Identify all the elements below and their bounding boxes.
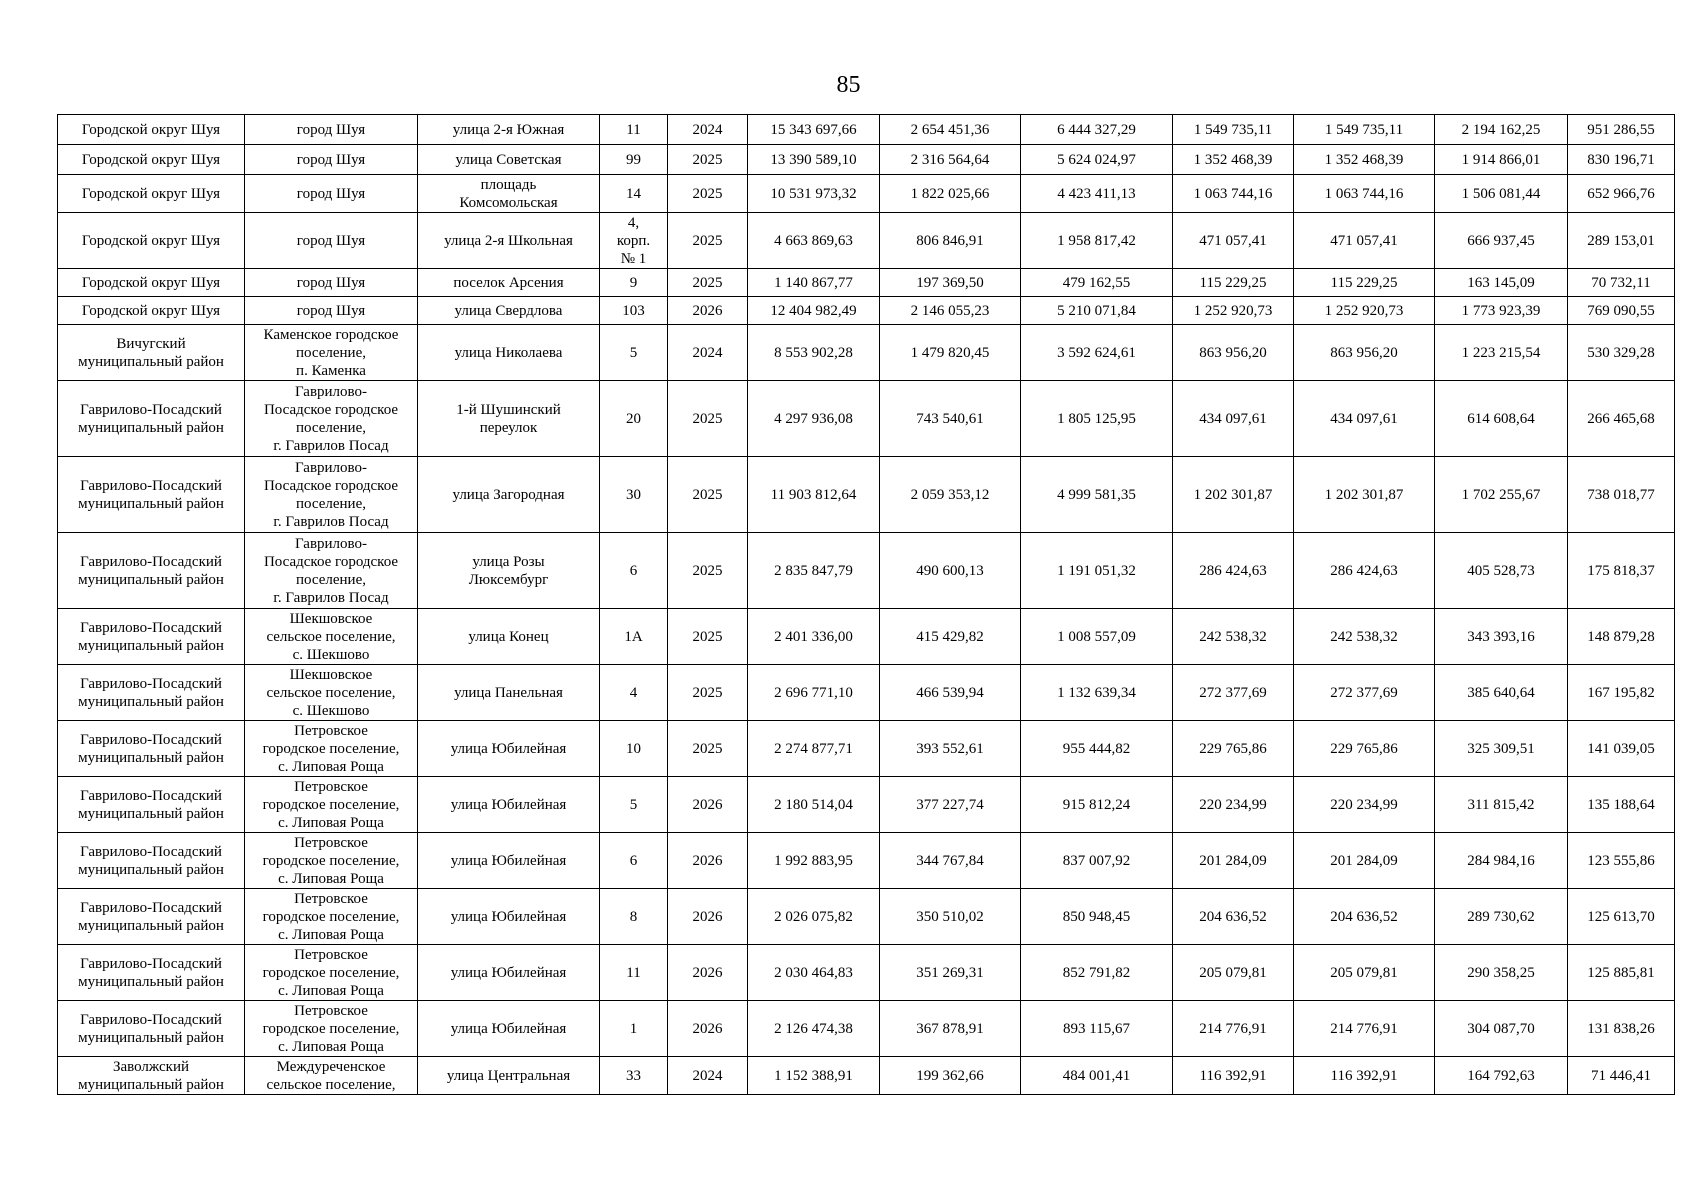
cost-cell-2: 1 479 820,45 — [880, 325, 1021, 381]
settlement-cell: Шекшовское сельское поселение, с. Шекшово — [245, 665, 418, 721]
cost-cell-5: 286 424,63 — [1294, 533, 1435, 609]
cost-cell-4: 863 956,20 — [1173, 325, 1294, 381]
total-cost-cell: 2 696 771,10 — [748, 665, 880, 721]
cost-cell-7: 769 090,55 — [1568, 297, 1675, 325]
table-row — [58, 721, 1675, 777]
cost-cell-7: 71 446,41 — [1568, 1057, 1675, 1095]
district-cell: Городской округ Шуя — [58, 213, 245, 269]
cost-cell-6: 1 506 081,44 — [1435, 175, 1568, 213]
cost-cell-3: 1 008 557,09 — [1021, 609, 1173, 665]
cost-cell-4: 1 252 920,73 — [1173, 297, 1294, 325]
total-cost-cell: 8 553 902,28 — [748, 325, 880, 381]
cost-cell-5: 115 229,25 — [1294, 269, 1435, 297]
year-cell: 2025 — [668, 609, 748, 665]
cost-cell-3: 1 805 125,95 — [1021, 381, 1173, 457]
cost-cell-6: 614 608,64 — [1435, 381, 1568, 457]
house-number-cell: 1А — [600, 609, 668, 665]
settlement-cell: город Шуя — [245, 213, 418, 269]
district-cell: Гаврилово-Посадский муниципальный район — [58, 533, 245, 609]
house-number-cell: 14 — [600, 175, 668, 213]
year-cell: 2025 — [668, 721, 748, 777]
cost-cell-5: 1 252 920,73 — [1294, 297, 1435, 325]
cost-cell-7: 125 613,70 — [1568, 889, 1675, 945]
table-row — [58, 889, 1675, 945]
street-cell: площадь Комсомольская — [418, 175, 600, 213]
street-cell: улица Юбилейная — [418, 1001, 600, 1057]
total-cost-cell: 1 992 883,95 — [748, 833, 880, 889]
cost-cell-3: 1 191 051,32 — [1021, 533, 1173, 609]
house-number-cell: 5 — [600, 777, 668, 833]
cost-cell-5: 471 057,41 — [1294, 213, 1435, 269]
settlement-cell: Шекшовское сельское поселение, с. Шекшово — [245, 609, 418, 665]
table-row — [58, 777, 1675, 833]
cost-cell-2: 743 540,61 — [880, 381, 1021, 457]
table-row — [58, 325, 1675, 381]
settlement-cell: город Шуя — [245, 269, 418, 297]
cost-cell-3: 893 115,67 — [1021, 1001, 1173, 1057]
cost-cell-2: 351 269,31 — [880, 945, 1021, 1001]
cost-cell-5: 220 234,99 — [1294, 777, 1435, 833]
cost-cell-6: 343 393,16 — [1435, 609, 1568, 665]
house-number-cell: 99 — [600, 145, 668, 175]
cost-cell-3: 915 812,24 — [1021, 777, 1173, 833]
street-cell: улица 2-я Школьная — [418, 213, 600, 269]
cost-cell-6: 289 730,62 — [1435, 889, 1568, 945]
cost-cell-5: 272 377,69 — [1294, 665, 1435, 721]
year-cell: 2026 — [668, 297, 748, 325]
year-cell: 2025 — [668, 533, 748, 609]
table-row — [58, 833, 1675, 889]
house-number-cell: 8 — [600, 889, 668, 945]
settlement-cell: Петровское городское поселение, с. Липовая Роща — [245, 945, 418, 1001]
settlement-cell: город Шуя — [245, 145, 418, 175]
house-number-cell: 10 — [600, 721, 668, 777]
cost-cell-2: 393 552,61 — [880, 721, 1021, 777]
house-number-cell: 103 — [600, 297, 668, 325]
street-cell: улица Юбилейная — [418, 777, 600, 833]
house-number-cell: 33 — [600, 1057, 668, 1095]
cost-cell-7: 175 818,37 — [1568, 533, 1675, 609]
cost-cell-7: 167 195,82 — [1568, 665, 1675, 721]
district-cell: Заволжский муниципальный район — [58, 1057, 245, 1095]
settlement-cell: Гаврилово- Посадское городское поселение, г. Гаврилов Посад — [245, 381, 418, 457]
table-row — [58, 297, 1675, 325]
total-cost-cell: 1 152 388,91 — [748, 1057, 880, 1095]
year-cell: 2024 — [668, 1057, 748, 1095]
cost-cell-3: 850 948,45 — [1021, 889, 1173, 945]
cost-cell-2: 466 539,94 — [880, 665, 1021, 721]
house-number-cell: 30 — [600, 457, 668, 533]
district-cell: Городской округ Шуя — [58, 269, 245, 297]
table-row — [58, 115, 1675, 145]
cost-cell-5: 204 636,52 — [1294, 889, 1435, 945]
table-row — [58, 533, 1675, 609]
cost-cell-7: 123 555,86 — [1568, 833, 1675, 889]
cost-cell-5: 1 549 735,11 — [1294, 115, 1435, 145]
cost-cell-5: 201 284,09 — [1294, 833, 1435, 889]
cost-cell-2: 199 362,66 — [880, 1057, 1021, 1095]
cost-cell-3: 5 210 071,84 — [1021, 297, 1173, 325]
cost-cell-2: 415 429,82 — [880, 609, 1021, 665]
settlement-cell: город Шуя — [245, 175, 418, 213]
district-cell: Городской округ Шуя — [58, 297, 245, 325]
settlement-cell: Каменское городское поселение, п. Каменка — [245, 325, 418, 381]
district-cell: Городской округ Шуя — [58, 115, 245, 145]
district-cell: Городской округ Шуя — [58, 145, 245, 175]
cost-cell-5: 116 392,91 — [1294, 1057, 1435, 1095]
cost-cell-4: 272 377,69 — [1173, 665, 1294, 721]
cost-cell-2: 806 846,91 — [880, 213, 1021, 269]
total-cost-cell: 15 343 697,66 — [748, 115, 880, 145]
house-number-cell: 11 — [600, 945, 668, 1001]
cost-cell-7: 266 465,68 — [1568, 381, 1675, 457]
year-cell: 2026 — [668, 945, 748, 1001]
cost-cell-6: 164 792,63 — [1435, 1057, 1568, 1095]
settlement-cell: город Шуя — [245, 115, 418, 145]
house-number-cell: 4, корп. № 1 — [600, 213, 668, 269]
table-row — [58, 665, 1675, 721]
district-cell: Гаврилово-Посадский муниципальный район — [58, 945, 245, 1001]
cost-cell-6: 284 984,16 — [1435, 833, 1568, 889]
street-cell: улица Юбилейная — [418, 945, 600, 1001]
cost-cell-6: 405 528,73 — [1435, 533, 1568, 609]
table-row — [58, 1057, 1675, 1095]
cost-cell-7: 652 966,76 — [1568, 175, 1675, 213]
table-body — [58, 115, 1675, 1095]
cost-cell-5: 863 956,20 — [1294, 325, 1435, 381]
cost-cell-2: 2 059 353,12 — [880, 457, 1021, 533]
total-cost-cell: 2 274 877,71 — [748, 721, 880, 777]
cost-cell-7: 738 018,77 — [1568, 457, 1675, 533]
cost-cell-7: 131 838,26 — [1568, 1001, 1675, 1057]
cost-cell-3: 479 162,55 — [1021, 269, 1173, 297]
house-number-cell: 6 — [600, 833, 668, 889]
district-cell: Гаврилово-Посадский муниципальный район — [58, 665, 245, 721]
total-cost-cell: 2 126 474,38 — [748, 1001, 880, 1057]
house-number-cell: 20 — [600, 381, 668, 457]
cost-cell-4: 214 776,91 — [1173, 1001, 1294, 1057]
cost-cell-3: 4 999 581,35 — [1021, 457, 1173, 533]
table-row — [58, 213, 1675, 269]
district-cell: Гаврилово-Посадский муниципальный район — [58, 381, 245, 457]
cost-cell-4: 201 284,09 — [1173, 833, 1294, 889]
cost-cell-7: 830 196,71 — [1568, 145, 1675, 175]
cost-cell-7: 70 732,11 — [1568, 269, 1675, 297]
year-cell: 2026 — [668, 1001, 748, 1057]
settlement-cell: Петровское городское поселение, с. Липовая Роща — [245, 721, 418, 777]
year-cell: 2025 — [668, 269, 748, 297]
cost-cell-7: 135 188,64 — [1568, 777, 1675, 833]
cost-cell-6: 325 309,51 — [1435, 721, 1568, 777]
district-cell: Гаврилово-Посадский муниципальный район — [58, 1001, 245, 1057]
cost-cell-3: 837 007,92 — [1021, 833, 1173, 889]
table-row — [58, 609, 1675, 665]
cost-cell-4: 1 202 301,87 — [1173, 457, 1294, 533]
cost-cell-7: 125 885,81 — [1568, 945, 1675, 1001]
cost-cell-6: 1 702 255,67 — [1435, 457, 1568, 533]
year-cell: 2025 — [668, 175, 748, 213]
street-cell: поселок Арсения — [418, 269, 600, 297]
total-cost-cell: 13 390 589,10 — [748, 145, 880, 175]
cost-cell-6: 1 773 923,39 — [1435, 297, 1568, 325]
table-row — [58, 1001, 1675, 1057]
year-cell: 2026 — [668, 777, 748, 833]
year-cell: 2025 — [668, 381, 748, 457]
street-cell: улица Юбилейная — [418, 889, 600, 945]
cost-cell-7: 141 039,05 — [1568, 721, 1675, 777]
cost-cell-4: 286 424,63 — [1173, 533, 1294, 609]
cost-cell-3: 852 791,82 — [1021, 945, 1173, 1001]
cost-cell-4: 1 352 468,39 — [1173, 145, 1294, 175]
cost-cell-3: 3 592 624,61 — [1021, 325, 1173, 381]
settlement-cell: город Шуя — [245, 297, 418, 325]
district-cell: Вичугский муниципальный район — [58, 325, 245, 381]
cost-cell-5: 205 079,81 — [1294, 945, 1435, 1001]
year-cell: 2024 — [668, 115, 748, 145]
house-number-cell: 9 — [600, 269, 668, 297]
street-cell: улица 2-я Южная — [418, 115, 600, 145]
cost-cell-5: 214 776,91 — [1294, 1001, 1435, 1057]
cost-cell-2: 344 767,84 — [880, 833, 1021, 889]
table-row — [58, 457, 1675, 533]
settlement-cell: Петровское городское поселение, с. Липовая Роща — [245, 833, 418, 889]
cost-cell-4: 1 549 735,11 — [1173, 115, 1294, 145]
cost-cell-3: 484 001,41 — [1021, 1057, 1173, 1095]
district-cell: Гаврилово-Посадский муниципальный район — [58, 777, 245, 833]
district-cell: Гаврилово-Посадский муниципальный район — [58, 609, 245, 665]
total-cost-cell: 4 297 936,08 — [748, 381, 880, 457]
year-cell: 2026 — [668, 833, 748, 889]
street-cell: улица Юбилейная — [418, 721, 600, 777]
house-number-cell: 4 — [600, 665, 668, 721]
cost-cell-5: 1 063 744,16 — [1294, 175, 1435, 213]
settlement-cell: Петровское городское поселение, с. Липовая Роща — [245, 889, 418, 945]
cost-cell-5: 434 097,61 — [1294, 381, 1435, 457]
total-cost-cell: 11 903 812,64 — [748, 457, 880, 533]
cost-cell-6: 290 358,25 — [1435, 945, 1568, 1001]
street-cell: улица Центральная — [418, 1057, 600, 1095]
total-cost-cell: 1 140 867,77 — [748, 269, 880, 297]
street-cell: улица Загородная — [418, 457, 600, 533]
year-cell: 2025 — [668, 665, 748, 721]
year-cell: 2025 — [668, 145, 748, 175]
cost-cell-2: 2 316 564,64 — [880, 145, 1021, 175]
settlement-cell: Гаврилово- Посадское городское поселение, г. Гаврилов Посад — [245, 457, 418, 533]
cost-cell-2: 490 600,13 — [880, 533, 1021, 609]
year-cell: 2025 — [668, 457, 748, 533]
street-cell: улица Панельная — [418, 665, 600, 721]
cost-cell-2: 350 510,02 — [880, 889, 1021, 945]
cost-cell-2: 2 654 451,36 — [880, 115, 1021, 145]
street-cell: улица Розы Люксембург — [418, 533, 600, 609]
cost-cell-3: 1 958 817,42 — [1021, 213, 1173, 269]
house-number-cell: 5 — [600, 325, 668, 381]
cost-cell-5: 229 765,86 — [1294, 721, 1435, 777]
district-cell: Гаврилово-Посадский муниципальный район — [58, 833, 245, 889]
cost-cell-7: 289 153,01 — [1568, 213, 1675, 269]
cost-cell-4: 229 765,86 — [1173, 721, 1294, 777]
district-cell: Гаврилово-Посадский муниципальный район — [58, 457, 245, 533]
table-row — [58, 381, 1675, 457]
district-cell: Гаврилово-Посадский муниципальный район — [58, 889, 245, 945]
district-cell: Гаврилово-Посадский муниципальный район — [58, 721, 245, 777]
cost-cell-4: 1 063 744,16 — [1173, 175, 1294, 213]
district-cell: Городской округ Шуя — [58, 175, 245, 213]
cost-cell-3: 955 444,82 — [1021, 721, 1173, 777]
cost-cell-3: 5 624 024,97 — [1021, 145, 1173, 175]
street-cell: улица Юбилейная — [418, 833, 600, 889]
settlement-cell: Петровское городское поселение, с. Липовая Роща — [245, 777, 418, 833]
cost-cell-6: 311 815,42 — [1435, 777, 1568, 833]
cost-cell-4: 115 229,25 — [1173, 269, 1294, 297]
cost-cell-4: 220 234,99 — [1173, 777, 1294, 833]
cost-cell-2: 2 146 055,23 — [880, 297, 1021, 325]
cost-cell-6: 666 937,45 — [1435, 213, 1568, 269]
cost-cell-5: 1 352 468,39 — [1294, 145, 1435, 175]
street-cell: улица Советская — [418, 145, 600, 175]
cost-cell-2: 197 369,50 — [880, 269, 1021, 297]
cost-cell-3: 4 423 411,13 — [1021, 175, 1173, 213]
cost-cell-3: 1 132 639,34 — [1021, 665, 1173, 721]
cost-cell-4: 242 538,32 — [1173, 609, 1294, 665]
total-cost-cell: 2 026 075,82 — [748, 889, 880, 945]
cost-cell-4: 205 079,81 — [1173, 945, 1294, 1001]
total-cost-cell: 4 663 869,63 — [748, 213, 880, 269]
cost-cell-6: 163 145,09 — [1435, 269, 1568, 297]
cost-cell-4: 434 097,61 — [1173, 381, 1294, 457]
total-cost-cell: 2 835 847,79 — [748, 533, 880, 609]
table-row — [58, 175, 1675, 213]
total-cost-cell: 2 180 514,04 — [748, 777, 880, 833]
year-cell: 2026 — [668, 889, 748, 945]
street-cell: улица Свердлова — [418, 297, 600, 325]
total-cost-cell: 2 401 336,00 — [748, 609, 880, 665]
cost-cell-7: 148 879,28 — [1568, 609, 1675, 665]
year-cell: 2025 — [668, 213, 748, 269]
cost-cell-4: 471 057,41 — [1173, 213, 1294, 269]
year-cell: 2024 — [668, 325, 748, 381]
table-row — [58, 269, 1675, 297]
cost-cell-6: 304 087,70 — [1435, 1001, 1568, 1057]
cost-cell-6: 385 640,64 — [1435, 665, 1568, 721]
cost-cell-6: 1 223 215,54 — [1435, 325, 1568, 381]
total-cost-cell: 10 531 973,32 — [748, 175, 880, 213]
street-cell: 1-й Шушинский переулок — [418, 381, 600, 457]
cost-cell-6: 2 194 162,25 — [1435, 115, 1568, 145]
page-number: 85 — [836, 72, 861, 98]
cost-cell-4: 116 392,91 — [1173, 1057, 1294, 1095]
cost-cell-2: 377 227,74 — [880, 777, 1021, 833]
settlement-cell: Гаврилово- Посадское городское поселение, г. Гаврилов Посад — [245, 533, 418, 609]
table-row — [58, 945, 1675, 1001]
street-cell: улица Конец — [418, 609, 600, 665]
street-cell: улица Николаева — [418, 325, 600, 381]
cost-cell-7: 951 286,55 — [1568, 115, 1675, 145]
cost-cell-4: 204 636,52 — [1173, 889, 1294, 945]
house-number-cell: 6 — [600, 533, 668, 609]
cost-cell-2: 1 822 025,66 — [880, 175, 1021, 213]
total-cost-cell: 2 030 464,83 — [748, 945, 880, 1001]
cost-cell-7: 530 329,28 — [1568, 325, 1675, 381]
house-number-cell: 11 — [600, 115, 668, 145]
settlement-cell: Петровское городское поселение, с. Липовая Роща — [245, 1001, 418, 1057]
house-number-cell: 1 — [600, 1001, 668, 1057]
cost-cell-5: 242 538,32 — [1294, 609, 1435, 665]
data-table — [57, 114, 1675, 1095]
cost-cell-6: 1 914 866,01 — [1435, 145, 1568, 175]
cost-cell-5: 1 202 301,87 — [1294, 457, 1435, 533]
cost-cell-2: 367 878,91 — [880, 1001, 1021, 1057]
settlement-cell: Междуреченское сельское поселение, — [245, 1057, 418, 1095]
total-cost-cell: 12 404 982,49 — [748, 297, 880, 325]
cost-cell-3: 6 444 327,29 — [1021, 115, 1173, 145]
table-row — [58, 145, 1675, 175]
